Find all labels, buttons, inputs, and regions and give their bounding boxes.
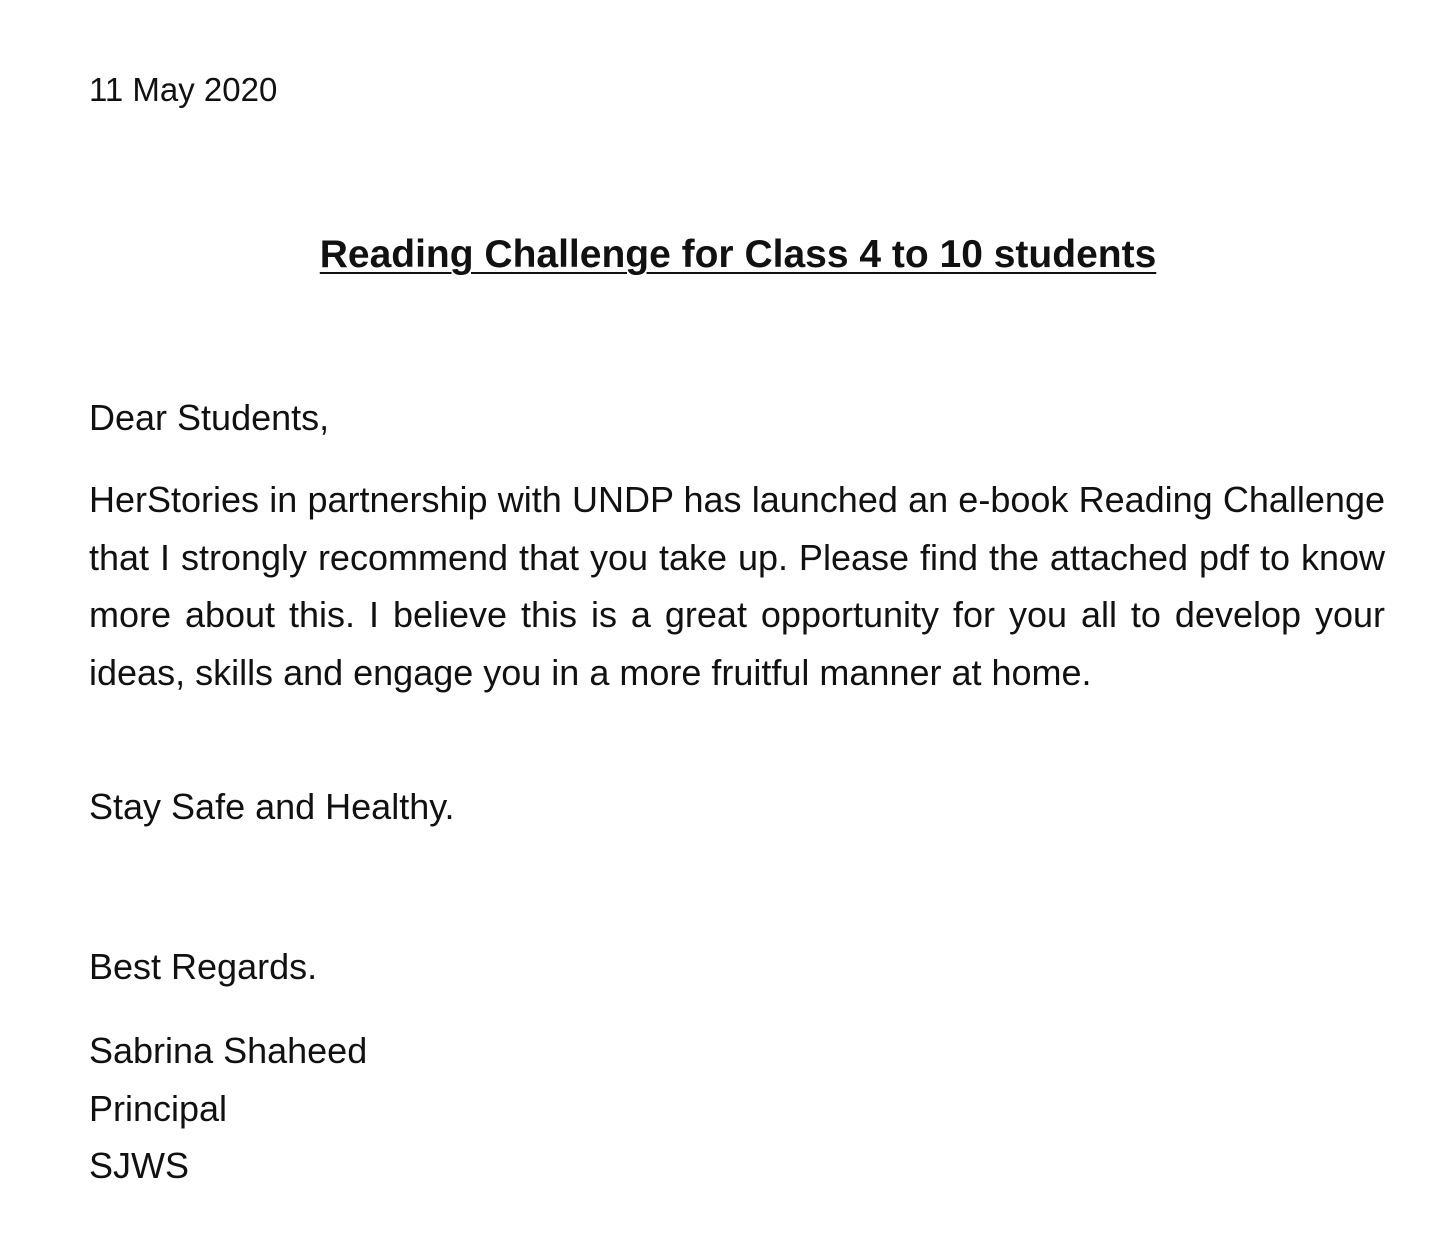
letter-body: HerStories in partnership with UNDP has launched an e-book Reading Challenge that I strongly recommend that you take up. Please find the attached pdf to know more about this. I believe this is a great opportunity for you all to develop your ideas, skills and engage you in a more fruitful manner at home. [89,479,1385,693]
signatory-name: Sabrina Shaheed [89,1030,368,1071]
signatory-organization: SJWS [89,1145,190,1186]
closing-regards: Best Regards. [89,946,318,987]
signatory-role: Principal [89,1087,228,1129]
letter-date: 11 May 2020 [89,71,278,108]
signature-block [89,1022,367,1195]
salutation: Dear Students, [89,397,330,438]
letter-title: Reading Challenge for Class 4 to 10 students [319,233,1157,276]
closing-wish: Stay Safe and Healthy. [89,786,455,827]
